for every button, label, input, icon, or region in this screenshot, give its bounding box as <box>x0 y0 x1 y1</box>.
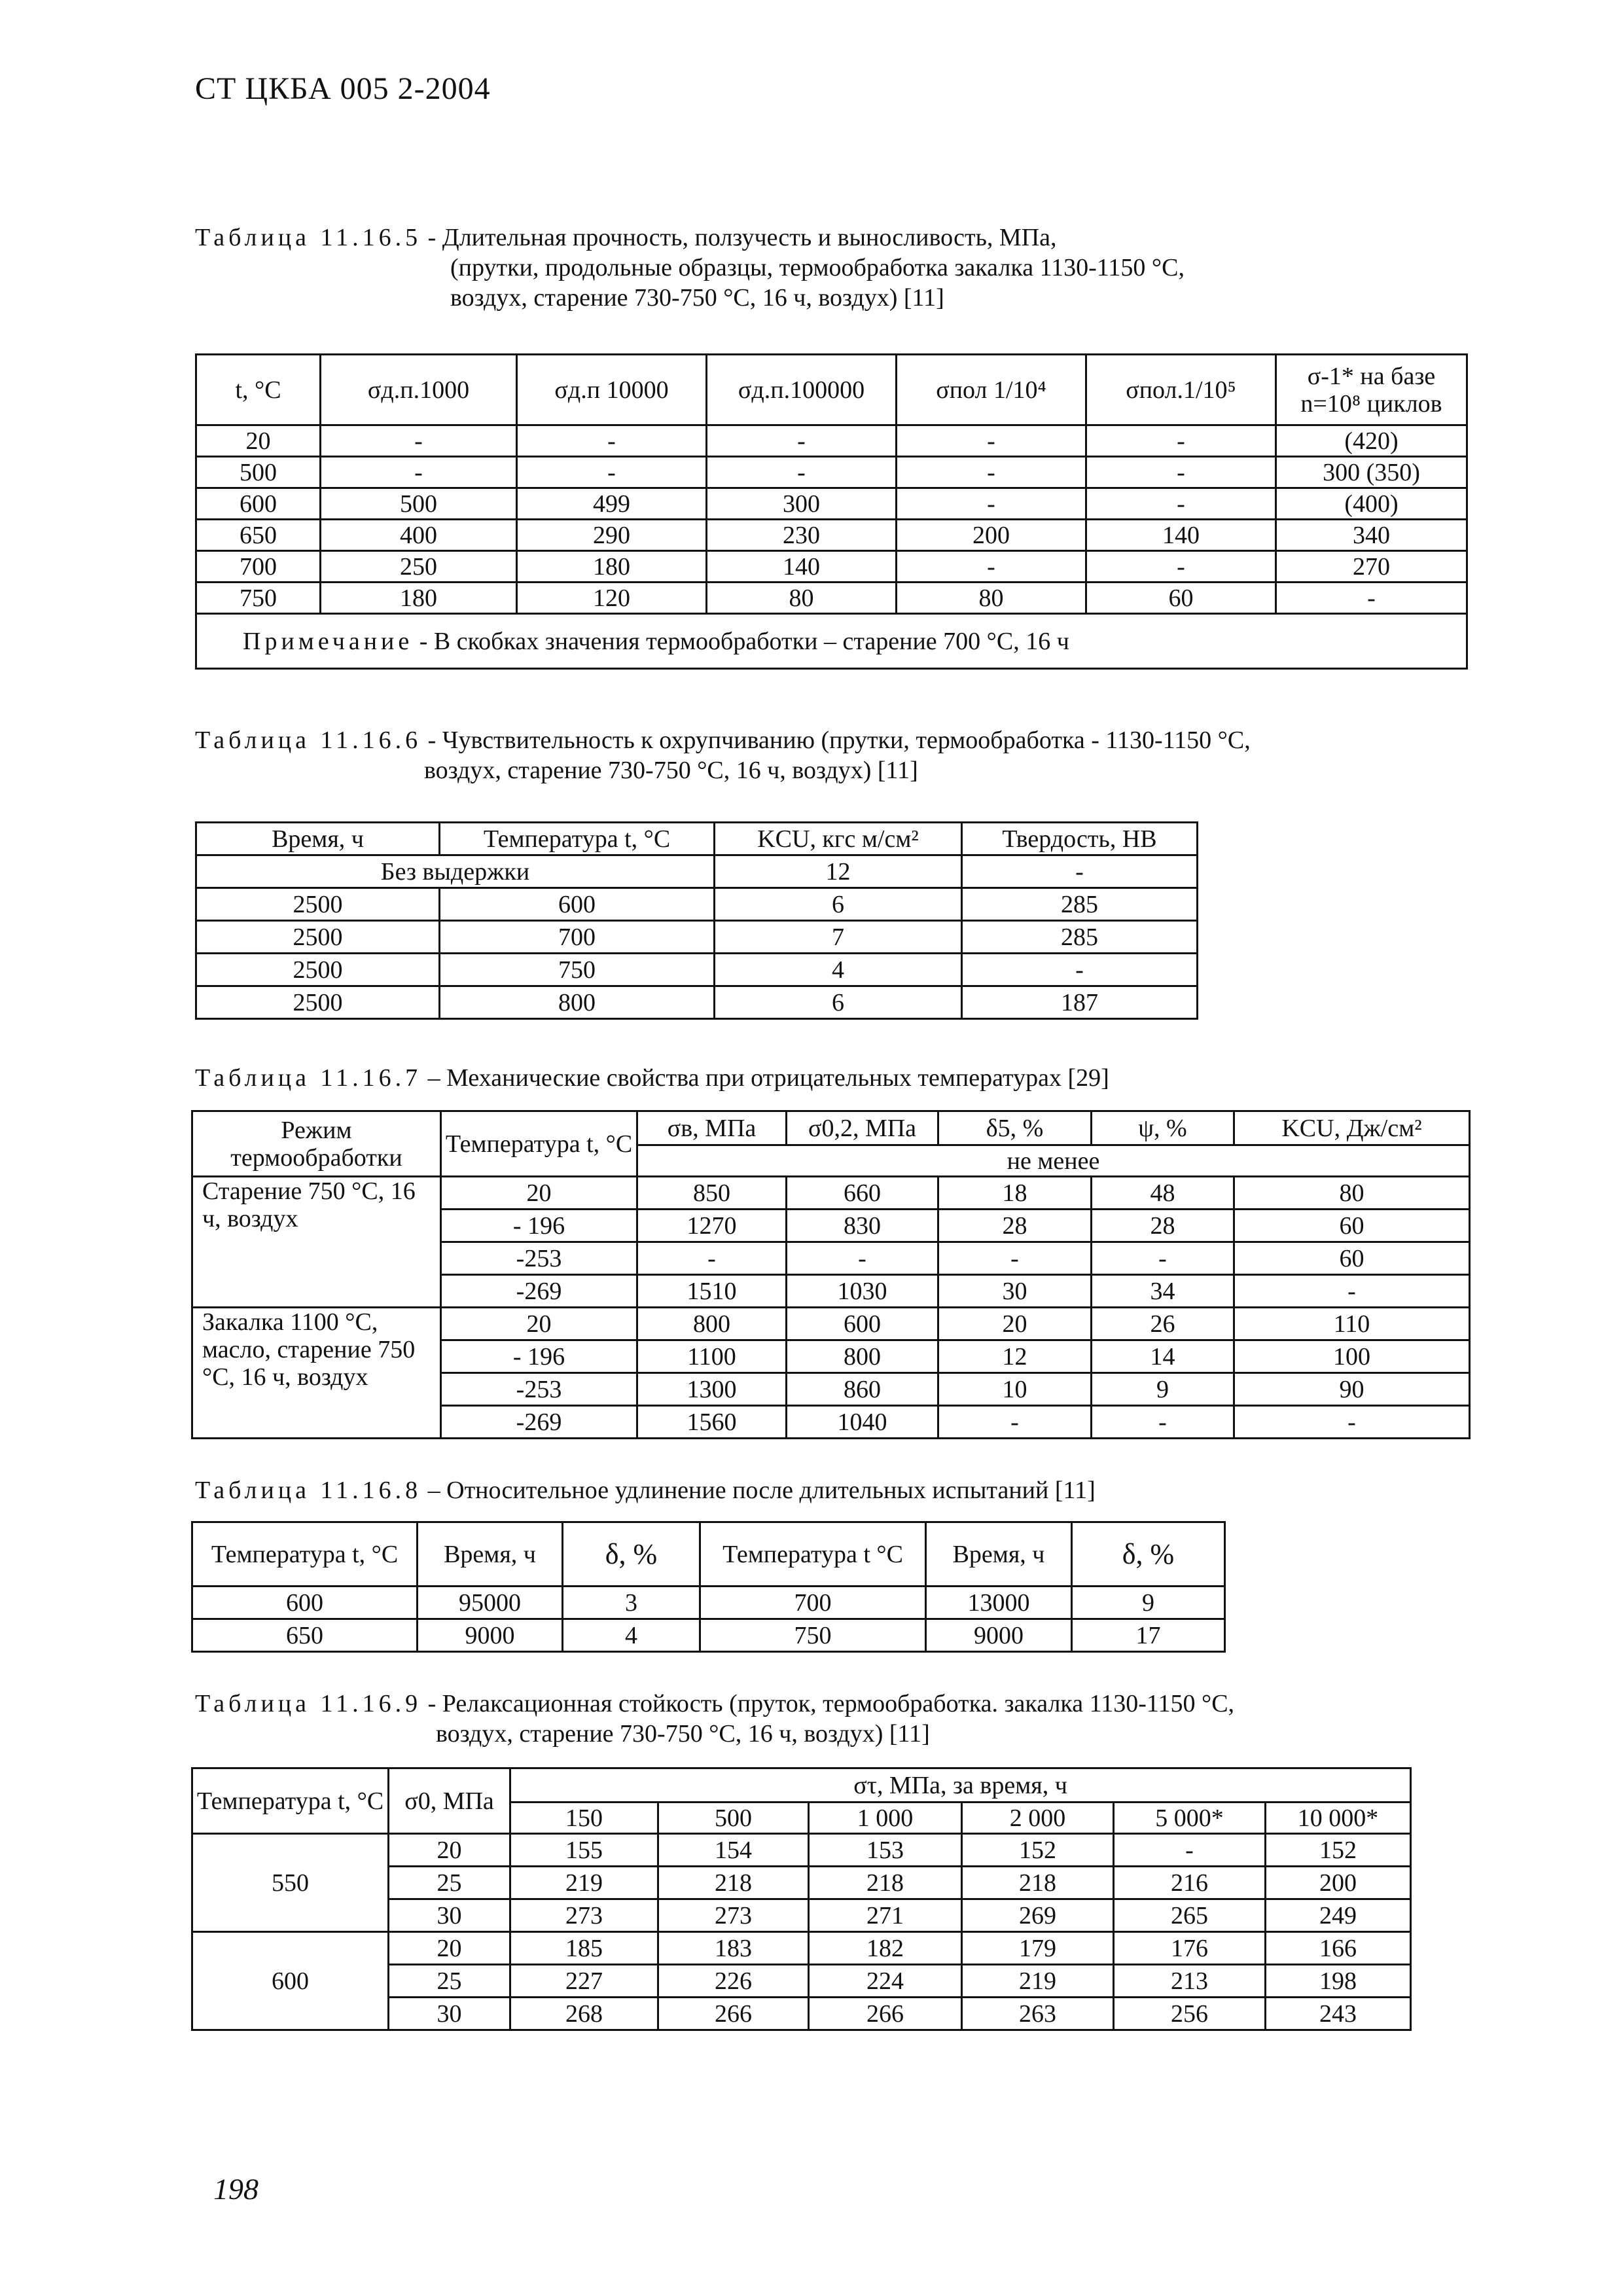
table-cell: - <box>1086 551 1276 583</box>
table-6-header-row <box>196 823 1198 855</box>
table-9 <box>191 1767 1412 2031</box>
table-cell: 14 <box>1092 1340 1234 1373</box>
table-cell: 219 <box>510 1867 658 1899</box>
col-header: δ, % <box>563 1522 700 1587</box>
table-cell: - <box>897 425 1086 457</box>
table-cell: 266 <box>658 1998 809 2030</box>
table-cell: 155 <box>510 1834 658 1867</box>
table-cell: 800 <box>787 1340 938 1373</box>
table-cell: 750 <box>196 583 321 614</box>
table-cell: 600 <box>196 488 321 520</box>
col-header: σд.п.1000 <box>321 355 517 425</box>
note-text: - В скобках значения термообработки – старение 700 °С, 16 ч <box>413 627 1069 655</box>
table-cell: 1560 <box>637 1406 787 1439</box>
table-6 <box>195 821 1198 1020</box>
table-cell: - <box>962 855 1198 888</box>
table-cell: - <box>938 1406 1092 1439</box>
table-cell: 60 <box>1086 583 1276 614</box>
temperature-cell: 600 <box>192 1932 389 2030</box>
table-row <box>196 888 1198 921</box>
table-cell: (420) <box>1276 425 1467 457</box>
table-cell: 300 <box>707 488 897 520</box>
col-header: Температура t, °С <box>441 1111 637 1177</box>
table-5-caption-line-1: - Длительная прочность, ползучесть и выносливость, МПа, <box>427 224 1057 251</box>
table-cell: - <box>637 1242 787 1275</box>
table-cell: 850 <box>637 1177 787 1210</box>
table-cell: (400) <box>1276 488 1467 520</box>
table-cell: 10 <box>938 1373 1092 1406</box>
table-cell: 218 <box>809 1867 962 1899</box>
col-header: στ, МПа, за время, ч <box>510 1768 1411 1803</box>
table-cell: 300 (350) <box>1276 457 1467 488</box>
subheader: не менее <box>637 1145 1470 1177</box>
table-cell: 700 <box>196 551 321 583</box>
table-5-caption-line-2: (прутки, продольные образцы, термообработка закалка 1130-1150 °С, <box>450 254 1185 281</box>
table-cell: - <box>897 551 1086 583</box>
table-cell: 400 <box>321 520 517 551</box>
table-cell: 30 <box>938 1275 1092 1308</box>
table-cell: 268 <box>510 1998 658 2030</box>
table-cell: 273 <box>658 1899 809 1932</box>
table-cell: - <box>1092 1242 1234 1275</box>
table-5-caption-line-3: воздух, старение 730-750 °С, 16 ч, воздух) [11] <box>450 284 944 312</box>
table-cell: 9 <box>1072 1587 1225 1619</box>
table-cell: 800 <box>440 986 715 1019</box>
table-cell: 198 <box>1266 1965 1411 1998</box>
table-cell: 800 <box>637 1308 787 1340</box>
table-row <box>196 457 1467 488</box>
table-cell: 216 <box>1114 1867 1266 1899</box>
table-cell: Без выдержки <box>196 855 715 888</box>
table-cell: 1100 <box>637 1340 787 1373</box>
table-8-label: Таблица 11.16.8 <box>195 1477 422 1504</box>
time-header: 10 000* <box>1266 1803 1411 1834</box>
table-5 <box>195 353 1468 670</box>
table-cell: 153 <box>809 1834 962 1867</box>
table-cell: 18 <box>938 1177 1092 1210</box>
col-header: KCU, кгс м/см² <box>715 823 962 855</box>
time-header: 2 000 <box>962 1803 1114 1834</box>
table-cell: 1030 <box>787 1275 938 1308</box>
note-label: Примечание <box>243 627 414 655</box>
table-cell: 30 <box>389 1899 510 1932</box>
table-cell: 60 <box>1234 1242 1470 1275</box>
table-cell: - <box>1092 1406 1234 1439</box>
table-cell: 500 <box>196 457 321 488</box>
table-cell: 224 <box>809 1965 962 1998</box>
table-cell: - <box>1234 1275 1470 1308</box>
table-cell: 80 <box>897 583 1086 614</box>
table-cell: 660 <box>787 1177 938 1210</box>
table-row <box>196 921 1198 954</box>
table-cell: 269 <box>962 1899 1114 1932</box>
table-cell: 1510 <box>637 1275 787 1308</box>
table-cell: 34 <box>1092 1275 1234 1308</box>
table-cell: 120 <box>517 583 707 614</box>
table-cell: 830 <box>787 1210 938 1242</box>
table-cell: 26 <box>1092 1308 1234 1340</box>
col-header: σд.п.100000 <box>707 355 897 425</box>
table-row <box>196 551 1467 583</box>
table-row <box>192 1834 1411 1867</box>
table-cell: 700 <box>440 921 715 954</box>
table-cell: - <box>707 457 897 488</box>
table-cell: 600 <box>787 1308 938 1340</box>
time-header: 5 000* <box>1114 1803 1266 1834</box>
table-cell: 227 <box>510 1965 658 1998</box>
table-cell: 80 <box>707 583 897 614</box>
table-cell: 28 <box>938 1210 1092 1242</box>
temperature-cell: 550 <box>192 1834 389 1932</box>
table-cell: 250 <box>321 551 517 583</box>
table-cell: 140 <box>1086 520 1276 551</box>
col-header: σпол.1/10⁵ <box>1086 355 1276 425</box>
table-cell: 3 <box>563 1587 700 1619</box>
table-cell: 9000 <box>926 1619 1072 1652</box>
table-cell: -253 <box>441 1242 637 1275</box>
table-cell: 13000 <box>926 1587 1072 1619</box>
table-cell: - 196 <box>441 1340 637 1373</box>
table-cell: 230 <box>707 520 897 551</box>
table-cell: 2500 <box>196 986 440 1019</box>
table-7-caption-line-1: – Механические свойства при отрицательных температурах [29] <box>427 1064 1109 1092</box>
table-cell: 179 <box>962 1932 1114 1965</box>
table-cell: 600 <box>440 888 715 921</box>
table-7-header-row <box>192 1111 1470 1145</box>
table-cell: -269 <box>441 1406 637 1439</box>
col-header: Время, ч <box>196 823 440 855</box>
table-8 <box>191 1521 1226 1653</box>
table-cell: -253 <box>441 1373 637 1406</box>
table-row <box>192 1177 1470 1210</box>
table-cell: 7 <box>715 921 962 954</box>
table-row <box>196 954 1198 986</box>
table-cell: 154 <box>658 1834 809 1867</box>
document-header: СТ ЦКБА 005 2-2004 <box>195 71 491 106</box>
table-6-caption <box>195 725 1251 785</box>
table-cell: 256 <box>1114 1998 1266 2030</box>
table-cell: 6 <box>715 888 962 921</box>
table-cell: 4 <box>715 954 962 986</box>
mode-cell: Закалка 1100 °С, масло, старение 750 °С, 16 ч, воздух <box>192 1308 441 1439</box>
table-row <box>196 855 1198 888</box>
table-cell: 28 <box>1092 1210 1234 1242</box>
table-cell: 700 <box>700 1587 926 1619</box>
time-header: 500 <box>658 1803 809 1834</box>
table-cell: 218 <box>962 1867 1114 1899</box>
table-cell: 100 <box>1234 1340 1470 1373</box>
table-7-label: Таблица 11.16.7 <box>195 1064 422 1092</box>
col-header: Время, ч <box>926 1522 1072 1587</box>
col-header: Режим термообработки <box>192 1111 441 1177</box>
table-cell: 187 <box>962 986 1198 1019</box>
table-cell: 182 <box>809 1932 962 1965</box>
table-row <box>192 1308 1470 1340</box>
table-cell: 17 <box>1072 1619 1225 1652</box>
table-cell: 271 <box>809 1899 962 1932</box>
table-cell: - <box>962 954 1198 986</box>
table-cell: 185 <box>510 1932 658 1965</box>
col-header: σд.п 10000 <box>517 355 707 425</box>
col-header: σ0, МПа <box>389 1768 510 1834</box>
table-cell: 30 <box>389 1998 510 2030</box>
col-header: δ, % <box>1072 1522 1225 1587</box>
table-cell: 9 <box>1092 1373 1234 1406</box>
table-cell: 9000 <box>418 1619 563 1652</box>
table-9-caption-line-1: - Релаксационная стойкость (пруток, термообработка. закалка 1130-1150 °С, <box>427 1690 1235 1717</box>
table-cell: 600 <box>192 1587 418 1619</box>
table-cell: 1300 <box>637 1373 787 1406</box>
table-cell: 650 <box>192 1619 418 1652</box>
table-cell: 285 <box>962 888 1198 921</box>
table-cell: 1270 <box>637 1210 787 1242</box>
table-cell: 750 <box>440 954 715 986</box>
table-cell: 166 <box>1266 1932 1411 1965</box>
table-cell: 60 <box>1234 1210 1470 1242</box>
table-cell: - <box>938 1242 1092 1275</box>
table-cell: 20 <box>938 1308 1092 1340</box>
table-row <box>196 488 1467 520</box>
table-cell: 2500 <box>196 954 440 986</box>
table-cell: 290 <box>517 520 707 551</box>
table-cell: 110 <box>1234 1308 1470 1340</box>
table-cell: 265 <box>1114 1899 1266 1932</box>
table-8-caption-line-1: – Относительное удлинение после длительных испытаний [11] <box>427 1477 1096 1504</box>
table-cell: - <box>321 425 517 457</box>
table-cell: 200 <box>1266 1867 1411 1899</box>
table-cell: 249 <box>1266 1899 1411 1932</box>
table-cell: 200 <box>897 520 1086 551</box>
table-row <box>196 583 1467 614</box>
table-cell: - <box>1276 583 1467 614</box>
table-8-header-row <box>192 1522 1225 1587</box>
table-5-label: Таблица 11.16.5 <box>195 224 422 251</box>
table-cell: 25 <box>389 1867 510 1899</box>
table-cell: 218 <box>658 1867 809 1899</box>
table-cell: 243 <box>1266 1998 1411 2030</box>
table-cell: 152 <box>962 1834 1114 1867</box>
table-6-caption-line-2: воздух, старение 730-750 °С, 16 ч, воздух) [11] <box>424 757 918 784</box>
table-5-header-row <box>196 355 1467 425</box>
table-cell: 25 <box>389 1965 510 1998</box>
table-cell: - <box>897 457 1086 488</box>
table-7 <box>191 1110 1471 1439</box>
col-header: Температура t, °С <box>440 823 715 855</box>
table-cell: 499 <box>517 488 707 520</box>
table-6-caption-line-1: - Чувствительность к охрупчиванию (прутки, термообработка - 1130-1150 °С, <box>427 726 1251 754</box>
table-cell: - <box>897 488 1086 520</box>
table-5-caption <box>195 223 1185 313</box>
table-cell: - <box>787 1242 938 1275</box>
col-header: Время, ч <box>418 1522 563 1587</box>
table-cell: 12 <box>715 855 962 888</box>
table-cell: 20 <box>441 1177 637 1210</box>
table-cell: 183 <box>658 1932 809 1965</box>
table-cell: 180 <box>321 583 517 614</box>
table-cell: - 196 <box>441 1210 637 1242</box>
table-cell: 20 <box>389 1834 510 1867</box>
table-cell: 2500 <box>196 888 440 921</box>
col-header: Твердость, НВ <box>962 823 1198 855</box>
col-header: σ0,2, МПа <box>787 1111 938 1145</box>
table-cell: 152 <box>1266 1834 1411 1867</box>
table-cell: 650 <box>196 520 321 551</box>
table-row <box>196 986 1198 1019</box>
table-7-caption <box>195 1063 1109 1093</box>
table-cell: 270 <box>1276 551 1467 583</box>
table-cell: - <box>321 457 517 488</box>
table-cell: 180 <box>517 551 707 583</box>
time-header: 150 <box>510 1803 658 1834</box>
table-cell: 219 <box>962 1965 1114 1998</box>
col-header: Температура t, °С <box>192 1768 389 1834</box>
table-row <box>196 520 1467 551</box>
table-cell: 20 <box>441 1308 637 1340</box>
col-header: Температура t °С <box>700 1522 926 1587</box>
table-9-caption-line-2: воздух, старение 730-750 °С, 16 ч, воздух) [11] <box>436 1720 930 1748</box>
table-cell: 226 <box>658 1965 809 1998</box>
table-cell: - <box>517 425 707 457</box>
mode-cell: Старение 750 °С, 16 ч, воздух <box>192 1177 441 1308</box>
table-cell: 176 <box>1114 1932 1266 1965</box>
table-cell: - <box>1234 1406 1470 1439</box>
table-5-note <box>196 614 1467 669</box>
table-cell: 1040 <box>787 1406 938 1439</box>
table-cell: 263 <box>962 1998 1114 2030</box>
table-cell: 500 <box>321 488 517 520</box>
time-header: 1 000 <box>809 1803 962 1834</box>
table-cell: 273 <box>510 1899 658 1932</box>
table-cell: - <box>1086 425 1276 457</box>
table-cell: 6 <box>715 986 962 1019</box>
table-row <box>196 425 1467 457</box>
table-cell: 860 <box>787 1373 938 1406</box>
col-header: σв, МПа <box>637 1111 787 1145</box>
table-row <box>192 1587 1225 1619</box>
table-cell: 20 <box>196 425 321 457</box>
table-cell: 12 <box>938 1340 1092 1373</box>
table-cell: 4 <box>563 1619 700 1652</box>
page-number: 198 <box>213 2172 259 2206</box>
col-header: δ5, % <box>938 1111 1092 1145</box>
table-cell: 20 <box>389 1932 510 1965</box>
col-header: σпол 1/10⁴ <box>897 355 1086 425</box>
table-6-label: Таблица 11.16.6 <box>195 726 422 754</box>
table-cell: -269 <box>441 1275 637 1308</box>
table-cell: 95000 <box>418 1587 563 1619</box>
table-cell: 90 <box>1234 1373 1470 1406</box>
table-cell: - <box>1086 457 1276 488</box>
table-8-caption <box>195 1475 1096 1505</box>
col-header: t, °C <box>196 355 321 425</box>
col-header: σ-1* на базе n=10⁸ циклов <box>1276 355 1467 425</box>
col-header: Температура t, °С <box>192 1522 418 1587</box>
table-cell: - <box>707 425 897 457</box>
table-cell: 80 <box>1234 1177 1470 1210</box>
table-cell: - <box>517 457 707 488</box>
table-9-label: Таблица 11.16.9 <box>195 1690 422 1717</box>
table-row <box>192 1619 1225 1652</box>
table-cell: 266 <box>809 1998 962 2030</box>
table-5-note-row <box>196 614 1467 669</box>
table-9-header-row <box>192 1768 1411 1803</box>
table-9-caption <box>195 1689 1234 1749</box>
table-cell: 48 <box>1092 1177 1234 1210</box>
table-cell: 213 <box>1114 1965 1266 1998</box>
table-row <box>192 1932 1411 1965</box>
table-cell: 340 <box>1276 520 1467 551</box>
table-cell: - <box>1086 488 1276 520</box>
table-cell: - <box>1114 1834 1266 1867</box>
table-cell: 285 <box>962 921 1198 954</box>
table-cell: 750 <box>700 1619 926 1652</box>
col-header: ψ, % <box>1092 1111 1234 1145</box>
table-cell: 2500 <box>196 921 440 954</box>
table-cell: 140 <box>707 551 897 583</box>
col-header: KCU, Дж/см² <box>1234 1111 1470 1145</box>
